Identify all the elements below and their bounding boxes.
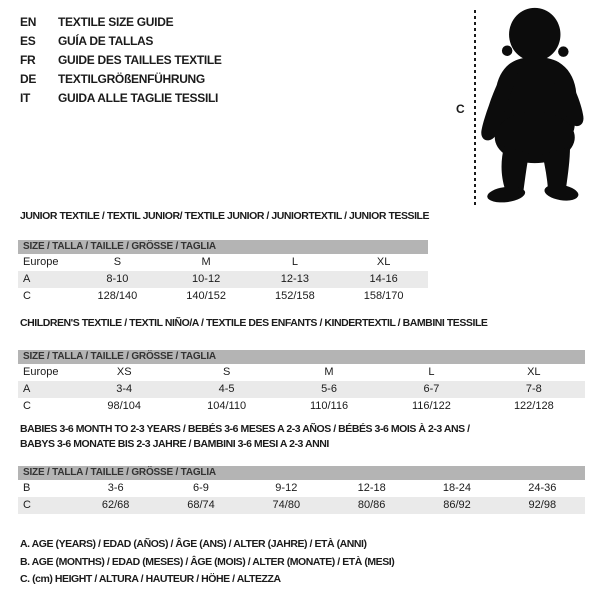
- size-cell: 86/92: [443, 499, 471, 511]
- language-title: GUIDA ALLE TAGLIE TESSILI: [58, 91, 219, 105]
- language-row: [20, 32, 222, 51]
- row-label: C: [23, 290, 31, 302]
- size-cell: 74/80: [272, 499, 301, 511]
- size-cell: 62/68: [101, 499, 130, 511]
- size-cell: 7-8: [525, 383, 542, 395]
- language-code: IT: [20, 91, 31, 105]
- size-cell: 68/74: [187, 499, 215, 511]
- size-cell: 4-5: [218, 383, 235, 395]
- language-code: DE: [20, 72, 37, 86]
- size-section: [18, 316, 585, 415]
- language-title: GUIDE DES TAILLES TEXTILE: [58, 53, 222, 67]
- size-cell: 80/86: [357, 499, 386, 511]
- section-title: [20, 422, 585, 452]
- language-title: TEXTILE SIZE GUIDE: [58, 15, 174, 29]
- size-cell: S: [222, 366, 231, 378]
- size-cell: 5-6: [321, 383, 337, 395]
- size-cell: 92/98: [528, 499, 557, 511]
- section-title: [20, 316, 585, 331]
- table-row: [18, 497, 585, 514]
- size-cell: 122/128: [513, 400, 554, 412]
- row-label: A: [23, 273, 31, 285]
- language-code: EN: [20, 15, 37, 29]
- language-code: ES: [20, 34, 36, 48]
- language-list: [20, 13, 222, 108]
- size-cell: M: [324, 366, 334, 378]
- size-cell: 14-16: [369, 273, 398, 285]
- row-label: B: [23, 482, 31, 494]
- size-cell: XS: [116, 366, 132, 378]
- section-title: [20, 209, 428, 224]
- size-cell: S: [113, 256, 122, 268]
- size-cell: 116/122: [411, 400, 451, 412]
- table-row: [18, 271, 428, 288]
- language-title: GUÍA DE TALLAS: [58, 34, 154, 48]
- size-cell: 3-4: [116, 383, 133, 395]
- footnote-line: A. AGE (YEARS) / EDAD (AÑOS) / ÂGE (ANS) / ALTER (JAHRE) / ETÀ (ANNI): [20, 538, 367, 550]
- size-cell: 110/116: [309, 400, 349, 412]
- size-header-bar: SIZE / TALLA / TAILLE / GRÖSSE / TAGLIA: [18, 466, 585, 480]
- size-cell: 6-9: [193, 482, 209, 494]
- footnote-line: C. (cm) HEIGHT / ALTURA / HAUTEUR / HÖHE / ALTEZZA: [20, 573, 281, 585]
- size-header-bar: SIZE / TALLA / TAILLE / GRÖSSE / TAGLIA: [18, 350, 585, 364]
- row-label: A: [23, 383, 31, 395]
- size-cell: 152/158: [274, 290, 315, 302]
- row-label: C: [23, 400, 31, 412]
- language-code: FR: [20, 53, 36, 67]
- section-title-line: CHILDREN'S TEXTILE / TEXTIL NIÑO/A / TEXTILE DES ENFANTS / KINDERTEXTIL / BAMBINI TESSILE: [20, 317, 488, 329]
- row-label: Europe: [23, 366, 59, 378]
- size-cell: 12-18: [357, 482, 386, 494]
- size-cell: L: [291, 256, 298, 268]
- row-label: C: [23, 499, 31, 511]
- language-row: [20, 89, 222, 108]
- size-header-bar: SIZE / TALLA / TAILLE / GRÖSSE / TAGLIA: [18, 240, 428, 254]
- size-cell: 3-6: [107, 482, 124, 494]
- table-row: [18, 364, 585, 381]
- footnotes: [20, 536, 394, 589]
- height-figure: [448, 0, 600, 212]
- size-cell: 98/104: [107, 400, 142, 412]
- size-cell: XL: [527, 366, 541, 378]
- language-row: [20, 70, 222, 89]
- language-row: [20, 13, 222, 32]
- baby-silhouette-icon: [468, 5, 592, 205]
- row-label: Europe: [23, 256, 59, 268]
- language-title: TEXTILGRÖßENFÜHRUNG: [58, 72, 205, 86]
- size-cell: 8-10: [106, 273, 129, 285]
- size-cell: 158/170: [363, 290, 404, 302]
- size-cell: 10-12: [192, 273, 221, 285]
- size-cell: 140/152: [186, 290, 226, 302]
- table-row: [18, 381, 585, 398]
- section-title-line: BABYS 3-6 MONATE BIS 2-3 JAHRE / BAMBINI 3-6 MESI A 2-3 ANNI: [20, 438, 329, 450]
- size-cell: 12-13: [280, 273, 309, 285]
- table-row: [18, 398, 585, 415]
- size-cell: M: [201, 256, 211, 268]
- size-cell: 104/110: [207, 400, 247, 412]
- size-cell: 24-36: [528, 482, 557, 494]
- size-cell: L: [428, 366, 435, 378]
- size-cell: XL: [376, 256, 391, 268]
- size-cell: 6-7: [423, 383, 440, 395]
- table-row: [18, 254, 428, 271]
- size-section: [18, 422, 585, 514]
- section-title-line: BABIES 3-6 MONTH TO 2-3 YEARS / BEBÉS 3-6 MESES A 2-3 AÑOS / BÉBÉS 3-6 MOIS À 2-3 ANS /: [20, 423, 470, 435]
- language-row: [20, 51, 222, 70]
- size-cell: 128/140: [97, 290, 138, 302]
- table-row: [18, 480, 585, 497]
- measure-label-c: C: [456, 102, 465, 116]
- size-cell: 9-12: [275, 482, 298, 494]
- table-row: [18, 288, 428, 305]
- footnote-line: B. AGE (MONTHS) / EDAD (MESES) / ÂGE (MOIS) / ALTER (MONATE) / ETÀ (MESI): [20, 555, 395, 568]
- size-section: [18, 209, 428, 305]
- size-cell: 18-24: [442, 482, 472, 494]
- section-title-line: JUNIOR TEXTILE / TEXTIL JUNIOR/ TEXTILE JUNIOR / JUNIORTEXTIL / JUNIOR TESSILE: [20, 210, 430, 222]
